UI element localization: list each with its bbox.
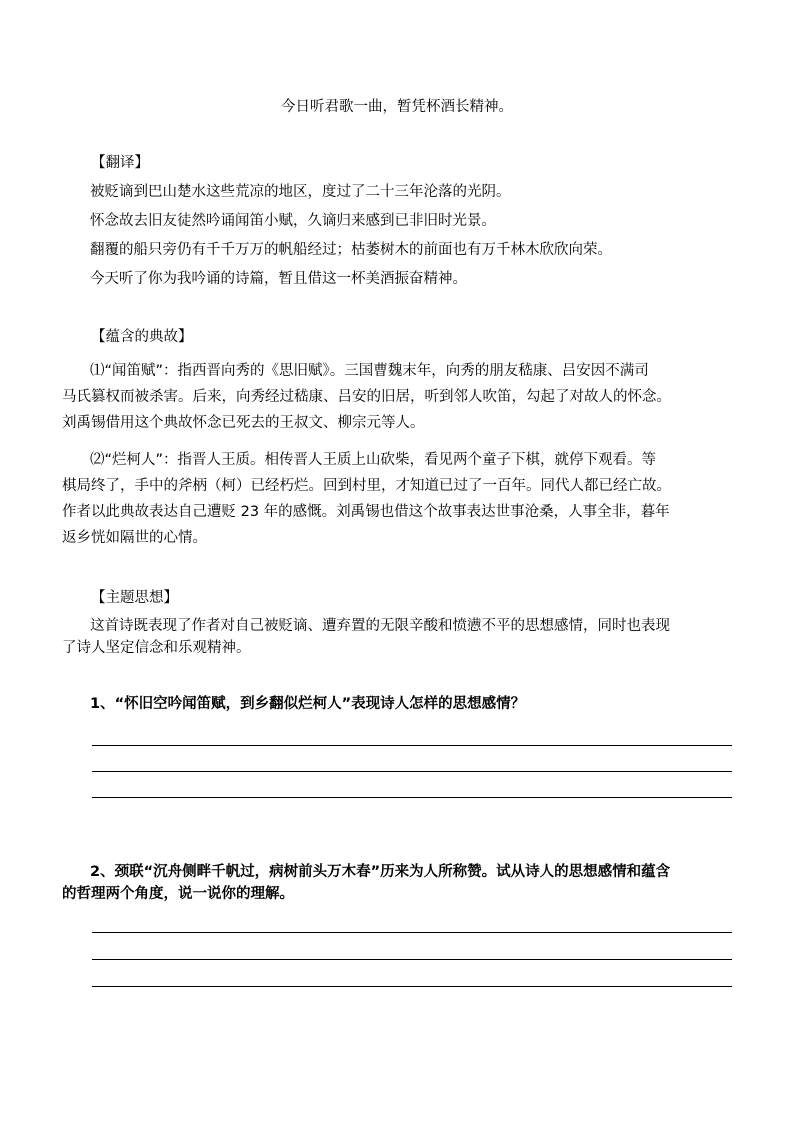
question-2: 2、颈联“沉舟侧畔千帆过，病树前头万木春”历来为人所称赞。试从诗人的思想感情和蕴含 [90, 864, 671, 880]
question-1: 1、“怀旧空吟闻笛赋，到乡翻似烂柯人”表现诗人怎样的思想感情？ [90, 696, 526, 712]
question-2: 的哲理两个角度，说一说你的理解。 [62, 886, 294, 902]
theme-line: 这首诗既表现了作者对自己被贬谪、遭弃置的无限辛酸和愤懑不平的思想感情，同时也表现 [90, 618, 670, 634]
answer-line [92, 959, 732, 960]
allusion-1-line: 马氏篡权而被杀害。后来，向秀经过嵇康、吕安的旧居，听到邻人吹笛，勾起了对故人的怀念。 [62, 389, 671, 405]
allusion-2-line: ⑵“烂柯人”：指晋人王质。相传晋人王质上山砍柴，看见两个童子下棋，就停下观看。等 [90, 452, 657, 468]
translation-line: 今天听了你为我吟诵的诗篇，暂且借这一杯美酒振奋精神。 [90, 271, 467, 287]
poem-line: 今日听君歌一曲，暂凭杯酒长精神。 [281, 99, 513, 115]
allusion-1-line: ⑴“闻笛赋”：指西晋向秀的《思旧赋》。三国曹魏末年，向秀的朋友嵇康、吕安因不满司 [90, 363, 649, 379]
allusion-2-line: 返乡恍如隔世的心情。 [62, 530, 207, 546]
translation-line: 翻覆的船只旁仍有千千万万的帆船经过；枯萎树木的前面也有万千林木欣欣向荣。 [90, 242, 612, 258]
translation-line: 被贬谪到巴山楚水这些荒凉的地区，度过了二十三年沦落的光阴。 [90, 184, 511, 200]
allusions-heading: 【蕴含的典故】 [91, 329, 193, 345]
theme-heading: 【主题思想】 [91, 590, 178, 606]
answer-line [92, 932, 732, 933]
translation-heading: 【翻译】 [91, 155, 149, 171]
answer-line [92, 797, 732, 798]
theme-line: 了诗人坚定信念和乐观精神。 [62, 640, 251, 656]
answer-line [92, 745, 732, 746]
answer-line [92, 771, 732, 772]
answer-line [92, 986, 732, 987]
allusion-2-line: 作者以此典故表达自己遭贬 23 年的感慨。刘禹锡也借这个故事表达世事沧桑，人事全非，暮年 [62, 504, 670, 520]
allusion-2-line: 棋局终了，手中的斧柄（柯）已经朽烂。回到村里，才知道已过了一百年。同代人都已经亡故。 [62, 478, 671, 494]
allusion-1-line: 刘禹锡借用这个典故怀念已死去的王叔文、柳宗元等人。 [62, 415, 425, 431]
translation-line: 怀念故去旧友徒然吟诵闻笛小赋，久谪归来感到已非旧时光景。 [90, 213, 496, 229]
